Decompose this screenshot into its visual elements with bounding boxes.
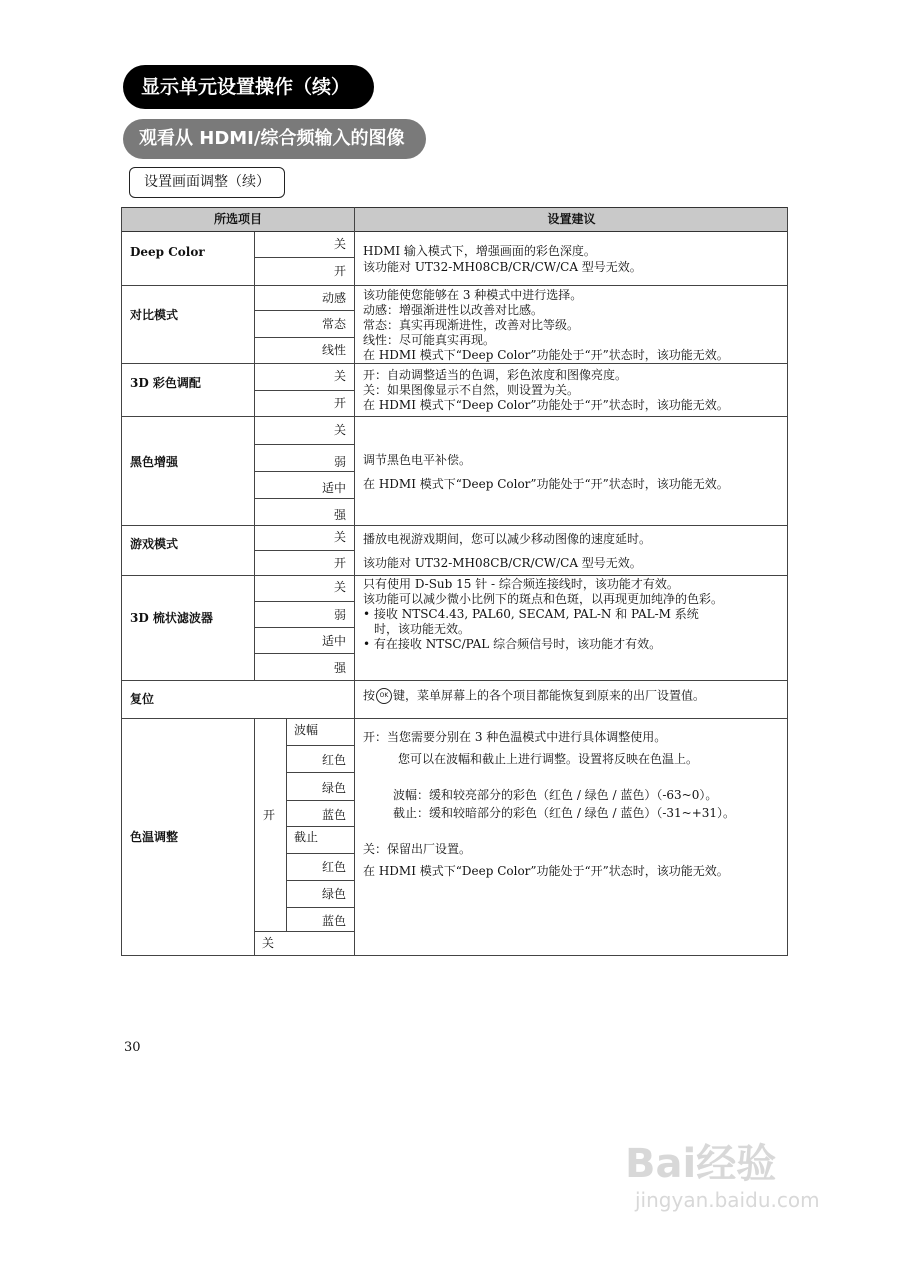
option-cutoff: 截止 [294,830,319,844]
option-off: 关 [262,936,275,950]
desc-line: 时，该功能无效。 [374,622,471,636]
reset-desc: 按 OK 键，菜单屏幕上的各个项目都能恢复到原来的出厂设置值。 [363,688,706,703]
table-border-left [121,207,122,956]
option-blue: 蓝色 [321,914,346,928]
desc-line: 常态：真实再现渐进性，改善对比等级。 [363,318,580,332]
section-title: 显示单元设置操作（续） [123,65,374,109]
item-3d-color: 3D 彩色调配 [130,376,201,390]
item-color-temp: 色温调整 [130,830,179,844]
item-3d-comb-filter: 3D 梳状滤波器 [130,611,213,625]
item-black-enhance: 黑色增强 [130,455,179,469]
desc-line: 该功能可以减少微小比例下的斑点和色斑，以再现更加纯净的色彩。 [363,592,724,606]
option-off: 关 [333,423,346,437]
option-medium: 适中 [321,481,346,495]
desc-line: 在 HDMI 模式下“Deep Color”功能处于“开”状态时，该功能无效。 [363,477,729,491]
subsection-title: 观看从 HDMI/综合频输入的图像 [123,119,426,159]
desc-line: 截止：缓和较暗部分的彩色（红色 / 绿色 / 蓝色）（-31~+31）。 [393,806,736,820]
desc-line: HDMI 输入模式下，增强画面的彩色深度。 [363,244,596,258]
option-on: 开 [333,264,346,278]
option-strong: 强 [333,508,346,522]
option-normal: 常态 [321,317,346,331]
header-col-item: 所选项目 [213,212,262,226]
option-off: 关 [333,237,346,251]
desc-line: 该功能对 UT32-MH08CB/CR/CW/CA 型号无效。 [363,556,642,570]
option-weak: 弱 [333,608,346,622]
item-reset: 复位 [130,692,155,706]
desc-line: 开：当您需要分别在 3 种色温模式中进行具体调整使用。 [363,730,667,744]
desc-line: 动感：增强渐进性以改善对比感。 [363,303,544,317]
option-medium: 适中 [321,634,346,648]
option-off: 关 [333,580,346,594]
option-weak: 弱 [333,455,346,469]
settings-box-label: 设置画面调整（续） [129,167,285,198]
option-off: 关 [333,369,346,383]
baidu-watermark [625,1140,820,1212]
option-green: 绿色 [321,887,346,901]
page-number: 30 [124,1040,141,1055]
option-on: 开 [333,396,346,410]
desc-line: 您可以在波幅和截止上进行调整。设置将反映在色温上。 [398,752,699,766]
desc-line: 该功能使您能够在 3 种模式中进行选择。 [363,288,583,302]
desc-line: 关：如果图像显示不自然，则设置为关。 [363,383,580,397]
option-red: 红色 [321,753,346,767]
option-on: 开 [333,556,346,570]
option-green: 绿色 [321,781,346,795]
desc-line: 波幅：缓和较亮部分的彩色（红色 / 绿色 / 蓝色）（-63~0）。 [393,788,718,802]
option-linear: 线性 [321,343,346,357]
desc-line: • 有在接收 NTSC/PAL 综合频信号时，该功能才有效。 [363,637,662,651]
option-dynamic: 动感 [321,291,346,305]
table-border-right [787,207,788,956]
desc-line: 在 HDMI 模式下“Deep Color”功能处于“开”状态时，该功能无效。 [363,398,729,412]
desc-line: 关：保留出厂设置。 [363,842,472,856]
desc-line: • 接收 NTSC4.43, PAL60, SECAM, PAL-N 和 PAL-M 系统 [363,607,699,621]
item-game-mode: 游戏模式 [130,537,179,551]
desc-line: 线性：尽可能真实再现。 [363,333,496,347]
header-col-advice: 设置建议 [547,212,596,226]
option-red: 红色 [321,860,346,874]
option-strong: 强 [333,661,346,675]
desc-line: 开：自动调整适当的色调，彩色浓度和图像亮度。 [363,368,628,382]
item-deep-color: Deep Color [130,245,205,259]
option-blue: 蓝色 [321,808,346,822]
desc-line: 该功能对 UT32-MH08CB/CR/CW/CA 型号无效。 [363,260,642,274]
item-contrast-mode: 对比模式 [130,308,179,322]
desc-line: 在 HDMI 模式下“Deep Color”功能处于“开”状态时，该功能无效。 [363,348,729,362]
option-gain: 波幅 [294,723,319,737]
option-off: 关 [333,530,346,544]
desc-line: 播放电视游戏期间，您可以减少移动图像的速度延时。 [363,532,652,546]
table-border-bottom [121,955,788,956]
table-col-divider [354,207,355,956]
ok-button-icon: OK [376,688,392,704]
watermark-url: jingyan.baidu.com [635,1188,820,1212]
desc-line: 只有使用 D-Sub 15 针 - 综合频连接线时，该功能才有效。 [363,577,679,591]
watermark-brand: Bai经验 [625,1141,777,1187]
desc-line: 在 HDMI 模式下“Deep Color”功能处于“开”状态时，该功能无效。 [363,864,729,878]
option-on: 开 [263,808,276,822]
desc-line: 调节黑色电平补偿。 [363,453,472,467]
